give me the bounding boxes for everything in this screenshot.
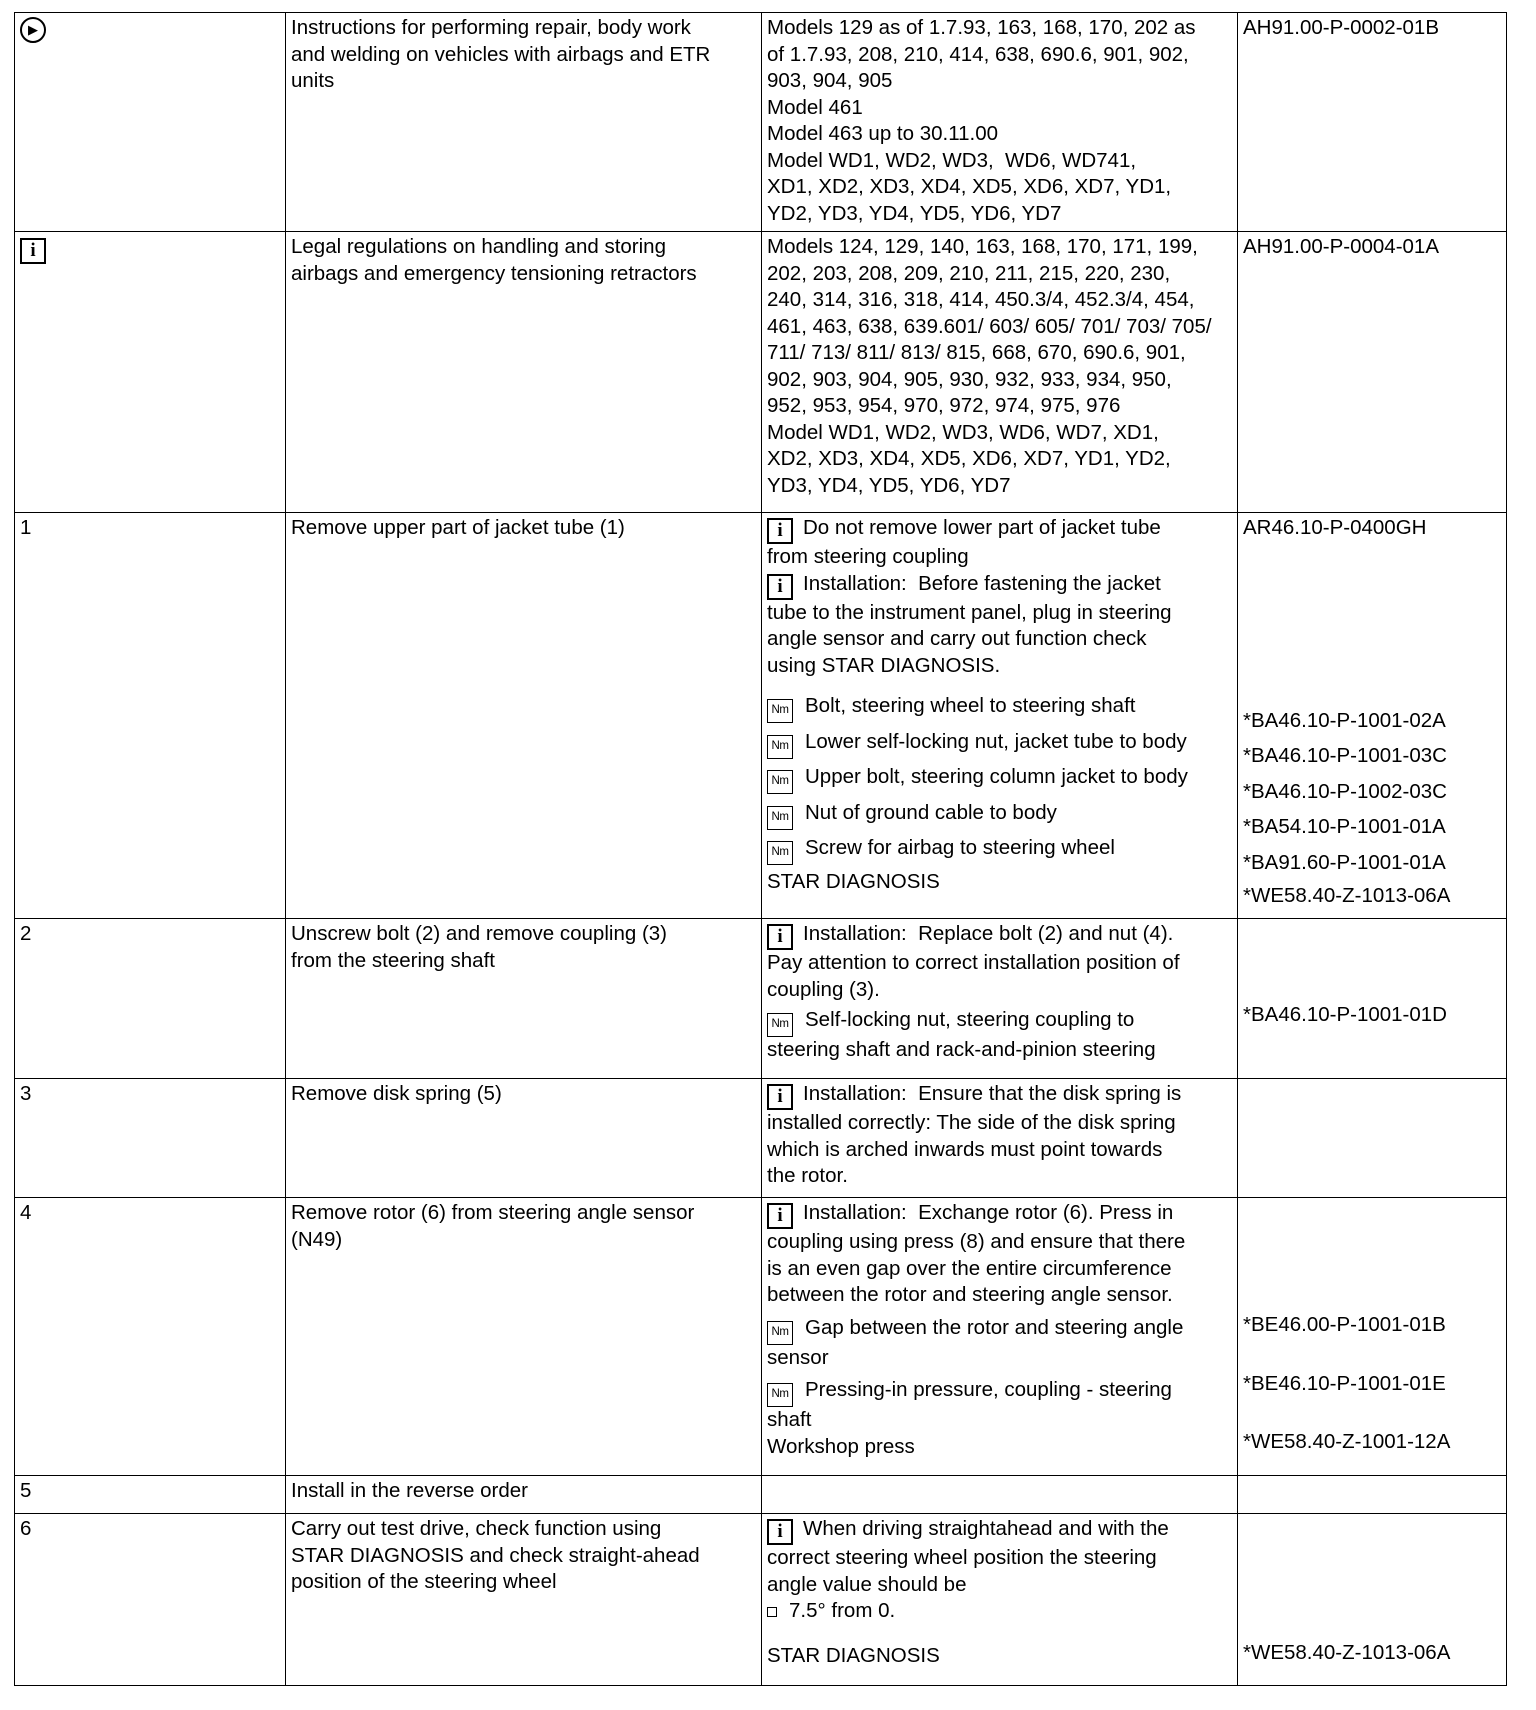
note-text: Installation: Replace bolt (2) and nut (4). xyxy=(803,922,1174,945)
torque-line xyxy=(767,833,1232,869)
note-line: which is arched inwards must point towards xyxy=(767,1137,1163,1161)
torque-text: Screw for airbag to steering wheel xyxy=(805,836,1115,859)
reference-code[interactable]: *BA91.60-P-1001-01A xyxy=(1243,850,1446,874)
info-icon: i xyxy=(20,238,46,264)
details-cell xyxy=(762,1476,1238,1514)
step-cell xyxy=(15,232,286,513)
description-line: Legal regulations on handling and storing xyxy=(291,235,666,258)
table-row xyxy=(15,13,1507,232)
note-line xyxy=(767,921,1232,950)
details-line: 240, 314, 316, 318, 414, 450.3/4, 452.3/4, 454, xyxy=(767,288,1195,311)
torque-nm-icon: Nm xyxy=(767,841,793,865)
info-icon: i xyxy=(767,924,793,950)
table-row xyxy=(15,1476,1507,1514)
table-row xyxy=(15,1514,1507,1686)
description-line: STAR DIAGNOSIS and check straight-ahead xyxy=(291,1543,700,1567)
details-line: YD3, YD4, YD5, YD6, YD7 xyxy=(767,473,1011,497)
torque-line: shaft xyxy=(767,1408,812,1431)
details-line: YD2, YD3, YD4, YD5, YD6, YD7 xyxy=(767,201,1062,225)
table-row xyxy=(15,919,1507,1079)
note-line: tube to the instrument panel, plug in steering xyxy=(767,600,1172,624)
step-cell xyxy=(15,1514,286,1686)
tool-text: STAR DIAGNOSIS xyxy=(767,1643,940,1667)
tolerance-text: 7.5° from 0. xyxy=(789,1599,896,1622)
description-line: Unscrew bolt (2) and remove coupling (3) xyxy=(291,922,667,945)
details-line: 903, 904, 905 xyxy=(767,69,893,92)
torque-nm-icon: Nm xyxy=(767,806,793,830)
description-line: Install in the reverse order xyxy=(291,1479,529,1502)
details-line: 902, 903, 904, 905, 930, 932, 933, 934, 950, xyxy=(767,367,1172,391)
details-line: 711/ 713/ 811/ 813/ 815, 668, 670, 690.6, 901, xyxy=(767,341,1186,364)
note-line xyxy=(767,1516,1232,1545)
step-cell xyxy=(15,1198,286,1476)
torque-text: Lower self-locking nut, jacket tube to body xyxy=(805,729,1187,753)
torque-nm-icon: Nm xyxy=(767,770,793,794)
reference-code[interactable]: *WE58.40-Z-1001-12A xyxy=(1243,1430,1451,1453)
torque-nm-icon: Nm xyxy=(767,1383,793,1407)
torque-text: Bolt, steering wheel to steering shaft xyxy=(805,694,1136,717)
torque-line xyxy=(767,727,1232,763)
reference-code[interactable]: *BA46.10-P-1001-02A xyxy=(1243,708,1446,732)
description-line: Remove rotor (6) from steering angle sensor xyxy=(291,1201,695,1224)
torque-nm-icon: Nm xyxy=(767,735,793,759)
reference-code[interactable]: *BE46.10-P-1001-01E xyxy=(1243,1371,1446,1395)
torque-line xyxy=(767,1315,1232,1345)
plus-minus-symbol-icon xyxy=(767,1607,777,1617)
step-number: 5 xyxy=(20,1479,32,1502)
note-line: coupling (3). xyxy=(767,977,880,1001)
note-line: angle value should be xyxy=(767,1572,967,1596)
description-line: from the steering shaft xyxy=(291,948,495,972)
note-text: When driving straightahead and with the xyxy=(803,1517,1169,1540)
details-line: of 1.7.93, 208, 210, 414, 638, 690.6, 901, 902, xyxy=(767,42,1189,66)
details-cell xyxy=(762,1079,1238,1198)
step-number: 3 xyxy=(20,1082,32,1105)
note-line xyxy=(767,515,1232,544)
reference-code[interactable]: *BA54.10-P-1001-01A xyxy=(1243,815,1446,838)
description-cell xyxy=(286,919,762,1079)
details-cell xyxy=(762,232,1238,513)
reference-code[interactable]: AH91.00-P-0004-01A xyxy=(1243,235,1440,258)
description-cell xyxy=(286,513,762,919)
description-line: airbags and emergency tensioning retractors xyxy=(291,261,697,285)
reference-cell xyxy=(1238,1514,1507,1686)
reference-cell xyxy=(1238,513,1507,919)
note-line xyxy=(767,571,1232,600)
reference-code[interactable]: *BA46.10-P-1002-03C xyxy=(1243,779,1447,803)
tolerance-line xyxy=(767,1598,1232,1625)
details-line: XD2, XD3, XD4, XD5, XD6, XD7, YD1, YD2, xyxy=(767,447,1171,470)
details-line: Models 124, 129, 140, 163, 168, 170, 171, 199, xyxy=(767,235,1198,258)
step-cell xyxy=(15,1079,286,1198)
reference-cell xyxy=(1238,1476,1507,1514)
description-cell xyxy=(286,1198,762,1476)
description-line: Instructions for performing repair, body work xyxy=(291,16,691,39)
torque-line xyxy=(767,798,1232,834)
info-icon: i xyxy=(767,1203,793,1229)
torque-text: Gap between the rotor and steering angle xyxy=(805,1315,1184,1339)
table-row xyxy=(15,232,1507,513)
reference-code[interactable]: *BA46.10-P-1001-01D xyxy=(1243,1003,1447,1026)
step-cell xyxy=(15,1476,286,1514)
note-line xyxy=(767,1081,1232,1110)
details-cell xyxy=(762,13,1238,232)
note-text: Installation: Ensure that the disk spring is xyxy=(803,1082,1182,1105)
arrow-circle-icon: ▶ xyxy=(20,17,46,43)
reference-cell xyxy=(1238,1198,1507,1476)
description-line: and welding on vehicles with airbags and ETR xyxy=(291,42,711,66)
step-number: 1 xyxy=(20,516,32,539)
table-row xyxy=(15,1198,1507,1476)
note-text: Do not remove lower part of jacket tube xyxy=(803,516,1161,539)
description-line: Carry out test drive, check function using xyxy=(291,1517,662,1540)
step-number: 4 xyxy=(20,1201,32,1224)
note-line: using STAR DIAGNOSIS. xyxy=(767,653,1001,677)
note-line: correct steering wheel position the steering xyxy=(767,1546,1157,1569)
torque-text: Pressing-in pressure, coupling - steering xyxy=(805,1378,1172,1401)
description-cell xyxy=(286,1476,762,1514)
note-line: is an even gap over the entire circumference xyxy=(767,1256,1172,1280)
details-line: Models 129 as of 1.7.93, 163, 168, 170, 202 as xyxy=(767,16,1196,39)
description-cell xyxy=(286,232,762,513)
note-line: from steering coupling xyxy=(767,545,969,568)
table-row xyxy=(15,513,1507,919)
details-cell xyxy=(762,1198,1238,1476)
reference-cell xyxy=(1238,13,1507,232)
description-line: (N49) xyxy=(291,1227,343,1251)
reference-code[interactable]: *WE58.40-Z-1013-06A xyxy=(1243,884,1451,907)
step-cell xyxy=(15,513,286,919)
details-cell xyxy=(762,919,1238,1079)
torque-line: steering shaft and rack-and-pinion steering xyxy=(767,1038,1156,1061)
procedure-table xyxy=(14,12,1507,1686)
note-line: Pay attention to correct installation position of xyxy=(767,951,1180,974)
reference-code[interactable]: *BA46.10-P-1001-03C xyxy=(1243,744,1447,767)
step-cell xyxy=(15,13,286,232)
note-line: angle sensor and carry out function check xyxy=(767,627,1147,650)
info-icon: i xyxy=(767,1519,793,1545)
info-icon: i xyxy=(767,518,793,544)
details-line: 202, 203, 208, 209, 210, 211, 215, 220, 230, xyxy=(767,261,1171,285)
reference-code[interactable]: AR46.10-P-0400GH xyxy=(1243,516,1427,539)
torque-line: sensor xyxy=(767,1345,829,1369)
note-line: installed correctly: The side of the disk spring xyxy=(767,1111,1176,1134)
torque-line xyxy=(767,1377,1232,1407)
note-line: between the rotor and steering angle sensor. xyxy=(767,1283,1173,1306)
tool-text: STAR DIAGNOSIS xyxy=(767,869,940,893)
description-line: Remove disk spring (5) xyxy=(291,1082,502,1105)
torque-line xyxy=(767,691,1232,727)
details-cell xyxy=(762,1514,1238,1686)
note-text: Installation: Exchange rotor (6). Press in xyxy=(803,1201,1174,1224)
details-line: XD1, XD2, XD3, XD4, XD5, XD6, XD7, YD1, xyxy=(767,175,1172,198)
info-icon: i xyxy=(767,1084,793,1110)
description-line: position of the steering wheel xyxy=(291,1570,557,1593)
torque-text: Self-locking nut, steering coupling to xyxy=(805,1008,1135,1031)
step-number: 6 xyxy=(20,1517,32,1540)
torque-nm-icon: Nm xyxy=(767,699,793,723)
description-line: Remove upper part of jacket tube (1) xyxy=(291,516,625,539)
note-text: Installation: Before fastening the jacket xyxy=(803,571,1161,595)
description-cell xyxy=(286,13,762,232)
torque-text: Upper bolt, steering column jacket to body xyxy=(805,765,1188,788)
table-row xyxy=(15,1079,1507,1198)
description-cell xyxy=(286,1514,762,1686)
tool-text: Workshop press xyxy=(767,1434,915,1458)
reference-code[interactable]: *BE46.00-P-1001-01B xyxy=(1243,1313,1446,1336)
torque-line xyxy=(767,762,1232,798)
note-line: the rotor. xyxy=(767,1164,848,1187)
info-icon: i xyxy=(767,574,793,600)
step-cell xyxy=(15,919,286,1079)
note-line xyxy=(767,1200,1232,1229)
torque-nm-icon: Nm xyxy=(767,1013,793,1037)
details-line: Model WD1, WD2, WD3, WD6, WD7, XD1, xyxy=(767,420,1159,444)
note-line: coupling using press (8) and ensure that there xyxy=(767,1230,1186,1253)
details-cell xyxy=(762,513,1238,919)
reference-code[interactable]: *WE58.40-Z-1013-06A xyxy=(1243,1641,1451,1664)
step-number: 2 xyxy=(20,922,32,945)
description-line: units xyxy=(291,69,335,92)
description-cell xyxy=(286,1079,762,1198)
reference-cell xyxy=(1238,232,1507,513)
reference-code[interactable]: AH91.00-P-0002-01B xyxy=(1243,16,1440,39)
details-line: 461, 463, 638, 639.601/ 603/ 605/ 701/ 703/ 705/ xyxy=(767,314,1212,338)
details-line: Model 461 xyxy=(767,95,863,119)
torque-nm-icon: Nm xyxy=(767,1321,793,1345)
details-line: Model WD1, WD2, WD3, WD6, WD741, xyxy=(767,148,1137,172)
details-line: 952, 953, 954, 970, 972, 974, 975, 976 xyxy=(767,394,1121,417)
torque-line xyxy=(767,1007,1232,1037)
reference-cell xyxy=(1238,1079,1507,1198)
reference-cell xyxy=(1238,919,1507,1079)
details-line: Model 463 up to 30.11.00 xyxy=(767,122,998,145)
torque-text: Nut of ground cable to body xyxy=(805,800,1057,824)
